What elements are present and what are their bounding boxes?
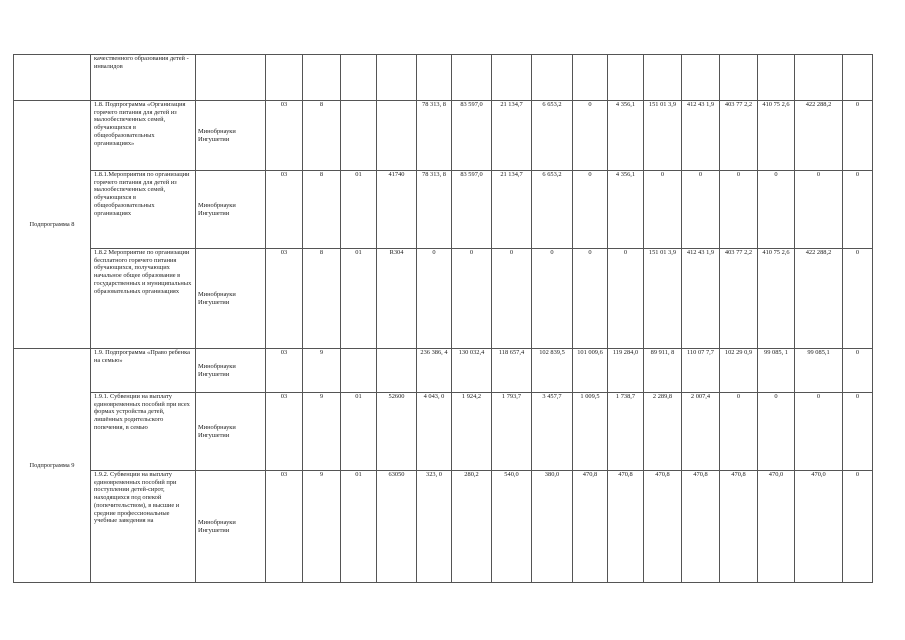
value-cell: 0 bbox=[843, 393, 873, 471]
value-cell: 0 bbox=[843, 471, 873, 583]
value-cell bbox=[795, 55, 843, 101]
value-cell: 03 bbox=[266, 349, 303, 393]
value-cell: 422 288,2 bbox=[795, 101, 843, 171]
value-cell: 0 bbox=[720, 171, 758, 249]
value-cell: 01 bbox=[341, 171, 377, 249]
value-cell bbox=[573, 55, 608, 101]
value-cell: 3 457,7 bbox=[532, 393, 573, 471]
table-row bbox=[14, 101, 873, 171]
value-cell: 236 386, 4 bbox=[417, 349, 452, 393]
value-cell: 2 289,8 bbox=[644, 393, 682, 471]
value-cell bbox=[341, 349, 377, 393]
executor-cell: Минобрнауки Ингушетии bbox=[196, 171, 266, 249]
value-cell: 01 bbox=[341, 471, 377, 583]
value-cell: 0 bbox=[682, 171, 720, 249]
value-cell: 118 657,4 bbox=[492, 349, 532, 393]
value-cell: 78 313, 8 bbox=[417, 101, 452, 171]
value-cell: 03 bbox=[266, 471, 303, 583]
value-cell bbox=[452, 55, 492, 101]
value-cell: 470,8 bbox=[720, 471, 758, 583]
measure-name: 1.8. Подпрограмма «Организация горячего питания для детей из малообеспеченных семей, обучающихся в общеобразовательных организациях» bbox=[91, 101, 196, 171]
value-cell bbox=[758, 55, 795, 101]
value-cell: 1 793,7 bbox=[492, 393, 532, 471]
value-cell: 03 bbox=[266, 393, 303, 471]
value-cell: 8 bbox=[303, 249, 341, 349]
value-cell bbox=[492, 55, 532, 101]
program-label: Подпрограмма 9 bbox=[14, 349, 91, 583]
value-cell: 323, 0 bbox=[417, 471, 452, 583]
table-row bbox=[14, 55, 873, 101]
value-cell: 151 01 3,9 bbox=[644, 249, 682, 349]
value-cell: 470,0 bbox=[758, 471, 795, 583]
value-cell: 470,8 bbox=[644, 471, 682, 583]
value-cell: 470,8 bbox=[573, 471, 608, 583]
value-cell: 8 bbox=[303, 171, 341, 249]
value-cell: 540,0 bbox=[492, 471, 532, 583]
executor-cell: Минобрнауки Ингушетии bbox=[196, 393, 266, 471]
value-cell: 21 134,7 bbox=[492, 101, 532, 171]
value-cell bbox=[341, 101, 377, 171]
value-cell: 9 bbox=[303, 349, 341, 393]
value-cell: 0 bbox=[843, 171, 873, 249]
value-cell: 6 653,2 bbox=[532, 171, 573, 249]
measure-name: 1.8.1.Мероприятия по организации горячего питания для детей из малообеспеченных семей, обучающихся в общеобразовательных организациях bbox=[91, 171, 196, 249]
value-cell: 0 bbox=[795, 171, 843, 249]
value-cell: 9 bbox=[303, 471, 341, 583]
executor-cell: Минобрнауки Ингушетии bbox=[196, 471, 266, 583]
value-cell: 470,0 bbox=[795, 471, 843, 583]
value-cell: 0 bbox=[492, 249, 532, 349]
value-cell bbox=[843, 55, 873, 101]
value-cell: 422 288,2 bbox=[795, 249, 843, 349]
value-cell: 21 134,7 bbox=[492, 171, 532, 249]
value-cell bbox=[682, 55, 720, 101]
value-cell: 0 bbox=[720, 393, 758, 471]
value-cell: 0 bbox=[843, 249, 873, 349]
measure-name: 1.9.2. Субвенции на выплату единовременных пособий при поступлении детей-сирот, находящихся под опекой (попечительством), в высшие и средние профессиональные учебные заведения на bbox=[91, 471, 196, 583]
value-cell: 0 bbox=[573, 249, 608, 349]
table-row bbox=[14, 171, 873, 249]
value-cell: 2 007,4 bbox=[682, 393, 720, 471]
value-cell: 03 bbox=[266, 171, 303, 249]
value-cell: 102 29 0,9 bbox=[720, 349, 758, 393]
executor-cell: Минобрнауки Ингушетии bbox=[196, 101, 266, 171]
value-cell: 4 043, 0 bbox=[417, 393, 452, 471]
value-cell: 0 bbox=[573, 171, 608, 249]
value-cell: 0 bbox=[758, 393, 795, 471]
value-cell: 110 07 7,7 bbox=[682, 349, 720, 393]
value-cell bbox=[532, 55, 573, 101]
value-cell: 03 bbox=[266, 101, 303, 171]
value-cell: 1 924,2 bbox=[452, 393, 492, 471]
executor-cell bbox=[196, 55, 266, 101]
value-cell: 403 77 2,2 bbox=[720, 101, 758, 171]
value-cell bbox=[417, 55, 452, 101]
value-cell: 380,0 bbox=[532, 471, 573, 583]
value-cell: 130 032,4 bbox=[452, 349, 492, 393]
value-cell: 0 bbox=[452, 249, 492, 349]
value-cell: 403 77 2,2 bbox=[720, 249, 758, 349]
value-cell bbox=[644, 55, 682, 101]
value-cell bbox=[303, 55, 341, 101]
value-cell: 410 75 2,6 bbox=[758, 249, 795, 349]
value-cell bbox=[608, 55, 644, 101]
value-cell: 8 bbox=[303, 101, 341, 171]
value-cell: 412 43 1,9 bbox=[682, 249, 720, 349]
value-cell: 89 911, 8 bbox=[644, 349, 682, 393]
value-cell: 0 bbox=[417, 249, 452, 349]
value-cell: 4 356,1 bbox=[608, 171, 644, 249]
measure-name: 1.9.1. Субвенции на выплату единовременных пособий при всех формах устройства детей, лишённых родительского попечения, в семью bbox=[91, 393, 196, 471]
value-cell: 41740 bbox=[377, 171, 417, 249]
table-row bbox=[14, 349, 873, 393]
value-cell: 99 085,1 bbox=[795, 349, 843, 393]
value-cell: 1 009,5 bbox=[573, 393, 608, 471]
value-cell: 99 085, 1 bbox=[758, 349, 795, 393]
value-cell: 0 bbox=[758, 171, 795, 249]
value-cell bbox=[377, 101, 417, 171]
program-label: Подпрограмма 8 bbox=[14, 101, 91, 349]
table-row bbox=[14, 471, 873, 583]
table-row bbox=[14, 249, 873, 349]
value-cell: R304 bbox=[377, 249, 417, 349]
value-cell: 0 bbox=[608, 249, 644, 349]
value-cell: 03 bbox=[266, 249, 303, 349]
budget-table bbox=[13, 54, 873, 583]
value-cell: 470,8 bbox=[682, 471, 720, 583]
value-cell bbox=[341, 55, 377, 101]
value-cell: 0 bbox=[795, 393, 843, 471]
value-cell: 410 75 2,6 bbox=[758, 101, 795, 171]
executor-cell: Минобрнауки Ингушетии bbox=[196, 349, 266, 393]
value-cell: 9 bbox=[303, 393, 341, 471]
value-cell: 412 43 1,9 bbox=[682, 101, 720, 171]
program-cell bbox=[14, 55, 91, 101]
value-cell: 470,8 bbox=[608, 471, 644, 583]
value-cell: 101 009,6 bbox=[573, 349, 608, 393]
value-cell bbox=[377, 349, 417, 393]
value-cell: 119 284,0 bbox=[608, 349, 644, 393]
value-cell: 83 597,0 bbox=[452, 171, 492, 249]
value-cell: 6 653,2 bbox=[532, 101, 573, 171]
value-cell: 0 bbox=[532, 249, 573, 349]
value-cell: 0 bbox=[644, 171, 682, 249]
value-cell: 102 839,5 bbox=[532, 349, 573, 393]
value-cell: 01 bbox=[341, 393, 377, 471]
value-cell: 151 01 3,9 bbox=[644, 101, 682, 171]
executor-cell: Минобрнауки Ингушетии bbox=[196, 249, 266, 349]
value-cell: 78 313, 8 bbox=[417, 171, 452, 249]
value-cell bbox=[720, 55, 758, 101]
value-cell bbox=[266, 55, 303, 101]
measure-name: качественного образования детей - инвалидов bbox=[91, 55, 196, 101]
value-cell: 83 597,0 bbox=[452, 101, 492, 171]
value-cell: 01 bbox=[341, 249, 377, 349]
value-cell bbox=[377, 55, 417, 101]
value-cell: 1 738,7 bbox=[608, 393, 644, 471]
value-cell: 0 bbox=[843, 349, 873, 393]
measure-name: 1.8.2 Мероприятие по организации бесплатного горячего питания обучающихся, получающих начальное общее образование в государственных и муниципальных образовательных организациях bbox=[91, 249, 196, 349]
value-cell: 0 bbox=[573, 101, 608, 171]
value-cell: 63050 bbox=[377, 471, 417, 583]
value-cell: 280,2 bbox=[452, 471, 492, 583]
value-cell: 4 356,1 bbox=[608, 101, 644, 171]
table-row bbox=[14, 393, 873, 471]
value-cell: 52600 bbox=[377, 393, 417, 471]
measure-name: 1.9. Подпрограмма «Право ребенка на семью» bbox=[91, 349, 196, 393]
value-cell: 0 bbox=[843, 101, 873, 171]
